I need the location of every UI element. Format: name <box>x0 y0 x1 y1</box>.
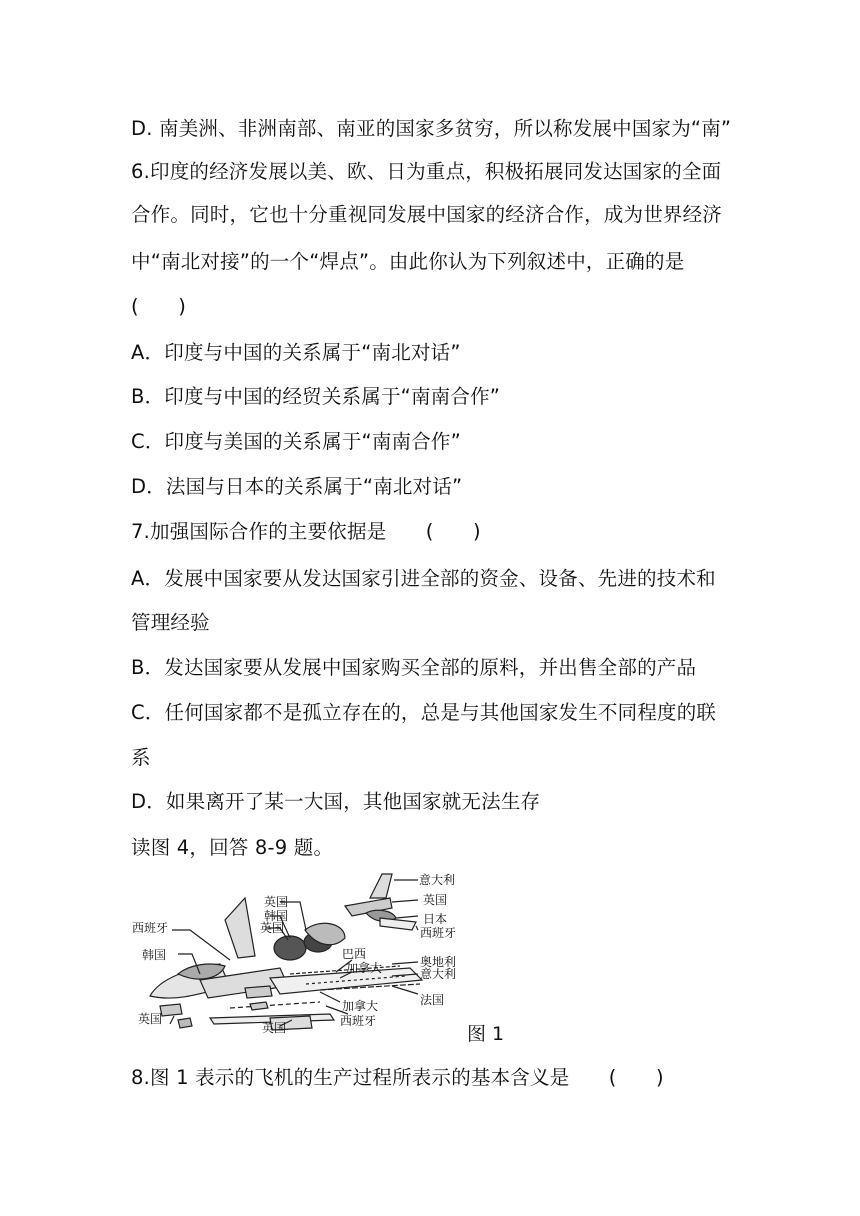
question-8-stem: 8.图 1 表示的飞机的生产过程所表示的基本含义是 ( ) <box>131 1066 664 1089</box>
label-italy-top: 意大利 <box>419 873 456 887</box>
option-b-q7: B．发达国家要从发展中国家购买全部的原料，并出售全部的产品 <box>131 656 697 679</box>
option-a-q6: A．印度与中国的关系属于“南北对话” <box>131 341 461 364</box>
label-spain-left: 西班牙 <box>132 921 169 935</box>
option-d-q7: D．如果离开了某一大国，其他国家就无法生存 <box>131 790 541 813</box>
label-brazil: 巴西 <box>342 947 367 961</box>
option-b-q6: B．印度与中国的经贸关系属于“南南合作” <box>131 385 501 408</box>
option-d-q5: D. 南美洲、非洲南部、南亚的国家多贫穷，所以称发展中国家为“南” <box>131 117 732 140</box>
option-d-q6: D．法国与日本的关系属于“南北对话” <box>131 475 463 498</box>
option-c-q7: C．任何国家都不是孤立存在的，总是与其他国家发生不同程度的联 <box>131 701 717 724</box>
option-c-q6: C．印度与美国的关系属于“南南合作” <box>131 430 461 453</box>
figure-caption: 图 1 <box>467 1023 505 1045</box>
answer-bracket: ( ) <box>131 295 187 318</box>
label-uk-top2: 英国 <box>260 921 285 935</box>
label-spain-right: 西班牙 <box>420 926 457 940</box>
question-7-stem: 7.加强国际合作的主要依据是 ( ) <box>131 520 481 543</box>
label-uk-left: 英国 <box>138 1012 163 1026</box>
label-france: 法国 <box>420 993 445 1007</box>
option-c-q7-line2: 系 <box>131 746 151 769</box>
label-korea-top: 韩国 <box>264 909 289 923</box>
label-uk-top1: 英国 <box>264 895 289 909</box>
label-uk-right: 英国 <box>423 893 448 907</box>
figure-instruction: 读图 4，回答 8-9 题。 <box>131 836 334 859</box>
label-italy-mid: 意大利 <box>420 967 457 981</box>
question-6-stem-line3: 中“南北对接”的一个“焊点”。由此你认为下列叙述中，正确的是 <box>131 250 685 273</box>
label-canada-1: 加拿大 <box>346 961 383 975</box>
label-korea-left: 韩国 <box>142 948 167 962</box>
aircraft-parts-figure <box>130 868 470 1040</box>
question-6-stem: 6.印度的经济发展以美、欧、日为重点，积极拓展同发达国家的全面 <box>131 160 722 183</box>
option-a-q7: A．发展中国家要从发达国家引进全部的资金、设备、先进的技术和 <box>131 567 716 590</box>
question-6-stem-line2: 合作。同时，它也十分重视同发展中国家的经济合作，成为世界经济 <box>131 203 723 226</box>
label-canada-2: 加拿大 <box>342 999 379 1013</box>
label-austria: 奥地利 <box>420 955 457 969</box>
option-a-q7-line2: 管理经验 <box>131 611 210 634</box>
label-spain-bottom: 西班牙 <box>340 1014 377 1028</box>
label-uk-bottom: 英国 <box>262 1021 287 1035</box>
label-japan: 日本 <box>423 912 448 926</box>
